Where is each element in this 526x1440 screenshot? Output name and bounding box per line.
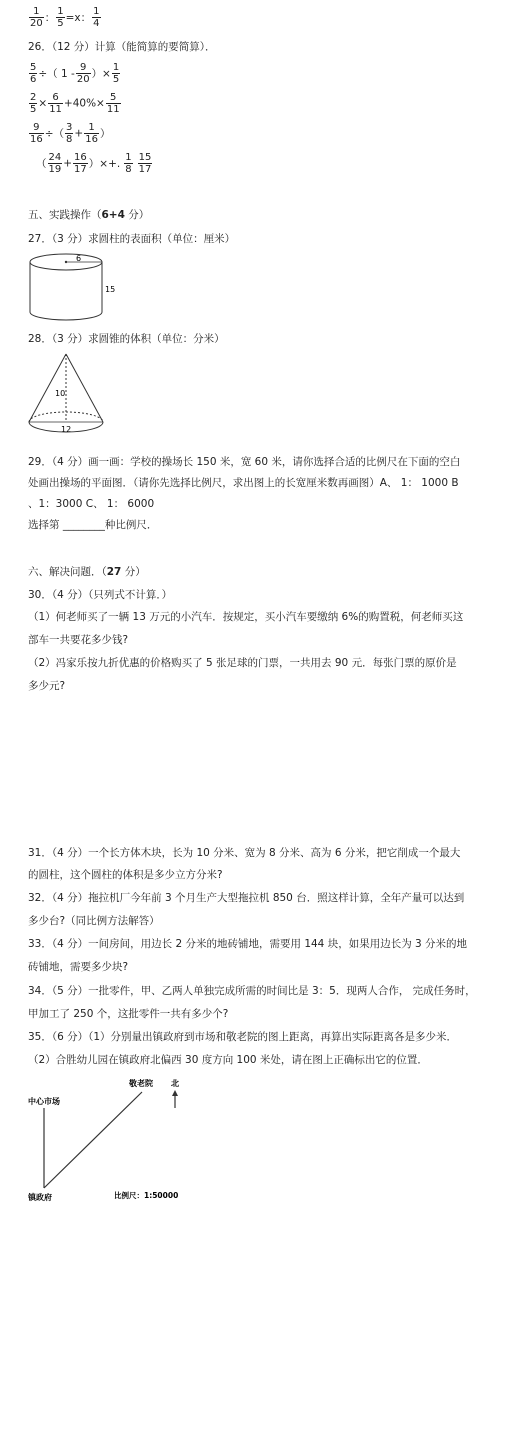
cone-diameter-label: 12 xyxy=(61,425,72,434)
q30-part1-line2: 部车一共要花多少钱? xyxy=(28,634,129,646)
top-ratio-expression: $\frac{1}{20}$ ： $\frac{1}{5}$ =x： $\frac{1}{4}$ xyxy=(30,6,100,29)
section-6-heading: 六、解决问题．（27 分） xyxy=(28,566,146,578)
q32-line-2: 多少台?（同比例方法解答） xyxy=(28,915,160,927)
gov-label: 镇政府 xyxy=(28,1193,52,1202)
q34-line-1: 34．（5 分）一批零件，甲、乙两人单独完成所需的时间比是 3：5．现两人合作， 完成任务时， xyxy=(28,985,476,997)
q30-part2-line1: （2）冯家乐按九折优惠的价格购买了 5 张足球的门票，一共用去 90 元．每张门票的原价是 xyxy=(28,657,457,669)
q26-expression-2: $\frac{2}{5}$ × $\frac{6}{11}$ +40%× $\frac{5}{11}$ xyxy=(30,92,120,115)
market-label: 中心市场 xyxy=(28,1097,60,1106)
q34-line-2: 甲加工了 250 个，这批零件一共有多少个? xyxy=(28,1008,229,1020)
q31-line-2: 的圆柱，这个圆柱的体积是多少立方分米? xyxy=(28,869,223,881)
north-label: 北 xyxy=(171,1079,179,1088)
q33-line-2: 砖铺地，需要多少块? xyxy=(28,961,129,973)
q35-line-2: （2）合胜幼儿园在镇政府北偏西 30 度方向 100 米处，请在图上正确标出它的位置． xyxy=(28,1054,428,1066)
cylinder-figure xyxy=(26,252,118,322)
q29-line-1: 29．（4 分）画一画：学校的操场长 150 米，宽 60 米，请你选择合适的比例尺在下面的空白 xyxy=(28,456,461,468)
q29-line-4: 选择第 ________种比例尺． xyxy=(28,519,158,531)
cone-height-label: 10 xyxy=(55,389,66,398)
cylinder-radius-label: 6 xyxy=(76,254,82,263)
q33-line-1: 33．（4 分）一间房间，用边长 2 分米的地砖铺地，需要用 144 块，如果用边长为 3 分米的地 xyxy=(28,938,468,950)
section-5-heading: 五、实践操作（6+4 分） xyxy=(28,209,150,221)
q26-expression-3: $\frac{9}{16}$ ÷（ $\frac{3}{8}$ + $\frac{1}{16}$ ） xyxy=(30,122,111,145)
q31-line-1: 31．（4 分）一个长方体木块，长为 10 分米、宽为 8 分米、高为 6 分米，把它削成一个最大 xyxy=(28,847,461,859)
cone-figure xyxy=(26,350,108,442)
q29-line-3: 、1：3000 C、 1： 6000 xyxy=(28,498,155,510)
q26-expression-1: $\frac{5}{6}$ ÷（ 1 - $\frac{9}{20}$ ）× $\frac{1}{5}$ xyxy=(30,62,120,85)
q27-text: 27．（3 分）求圆柱的表面积（单位：厘米） xyxy=(28,233,236,245)
nursing-home-label: 敬老院 xyxy=(129,1079,153,1088)
q26-title: 26．（12 分）计算（能简算的要简算）． xyxy=(28,41,216,53)
q30-title: 30．（4 分）（只列式不计算．） xyxy=(28,589,173,601)
q29-line-2: 处画出操场的平面图．（请你先选择比例尺，求出图上的长宽厘米数再画图）A、 1： 1000 B xyxy=(28,477,459,489)
map-scale-label: 比例尺：1:50000 xyxy=(114,1191,179,1200)
q35-line-1: 35．（6 分）（1）分别量出镇政府到市场和敬老院的图上距离，再算出实际距离各是多少米． xyxy=(28,1031,458,1043)
q26-expression-4: （ $\frac{24}{19}$ + $\frac{16}{17}$ ）×+. $\frac{1}{8}$ $\frac{15}{17}$ xyxy=(36,152,152,175)
town-map-figure xyxy=(26,1074,196,1210)
q32-line-1: 32．（4 分）拖拉机厂今年前 3 个月生产大型拖拉机 850 台．照这样计算，全年产量可以达到 xyxy=(28,892,465,904)
q30-part1-line1: （1）何老师买了一辆 13 万元的小汽车．按规定，买小汽车要缴纳 6%的购置税，何老师买这 xyxy=(28,611,464,623)
cylinder-height-label: 15 xyxy=(105,285,116,294)
q28-text: 28．（3 分）求圆锥的体积（单位：分米） xyxy=(28,333,225,345)
q30-part2-line2: 多少元? xyxy=(28,680,66,692)
